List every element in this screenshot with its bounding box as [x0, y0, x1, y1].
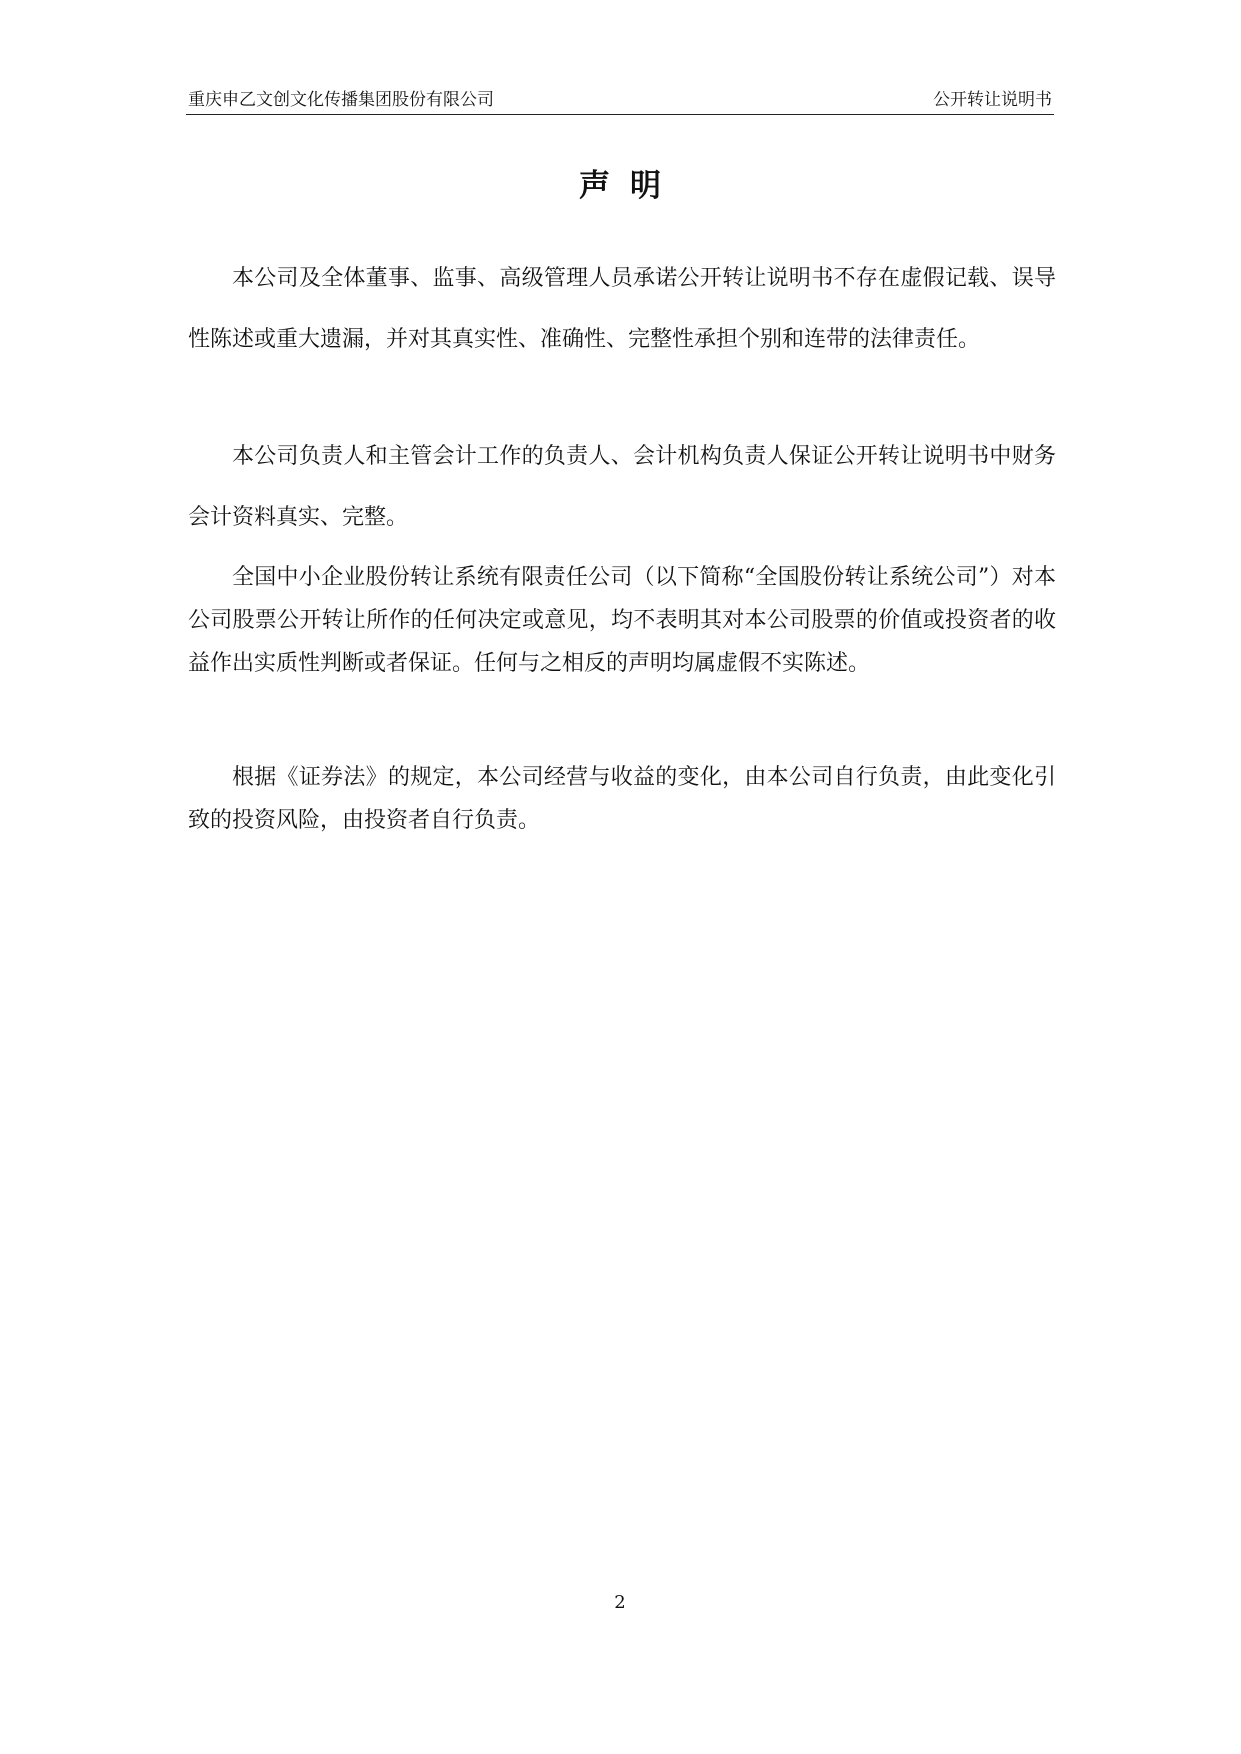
page-header [186, 86, 1054, 115]
declaration-paragraph-3: 全国中小企业股份转让系统有限责任公司（以下简称“全国股份转让系统公司”）对本公司股票公开转让所作的任何决定或意见，均不表明其对本公司股票的价值或投资者的收益作出实质性判断或者保证。任何与之相反的声明均属虚假不实陈述。 [188, 565, 1056, 676]
declaration-paragraph-4: 根据《证券法》的规定，本公司经营与收益的变化，由本公司自行负责，由此变化引致的投资风险，由投资者自行负责。 [188, 765, 1056, 833]
header-document-title: 公开转让说明书 [933, 90, 1052, 110]
declaration-paragraph-1: 本公司及全体董事、监事、高级管理人员承诺公开转让说明书不存在虚假记载、误导性陈述或重大遗漏，并对其真实性、准确性、完整性承担个别和连带的法律责任。 [188, 266, 1056, 352]
declaration-paragraph-2: 本公司负责人和主管会计工作的负责人、会计机构负责人保证公开转让说明书中财务会计资料真实、完整。 [188, 444, 1056, 530]
page-number: 2 [614, 1592, 626, 1613]
header-company-name: 重庆申乙文创文化传播集团股份有限公司 [188, 90, 494, 110]
section-title: 声明 [579, 168, 681, 204]
